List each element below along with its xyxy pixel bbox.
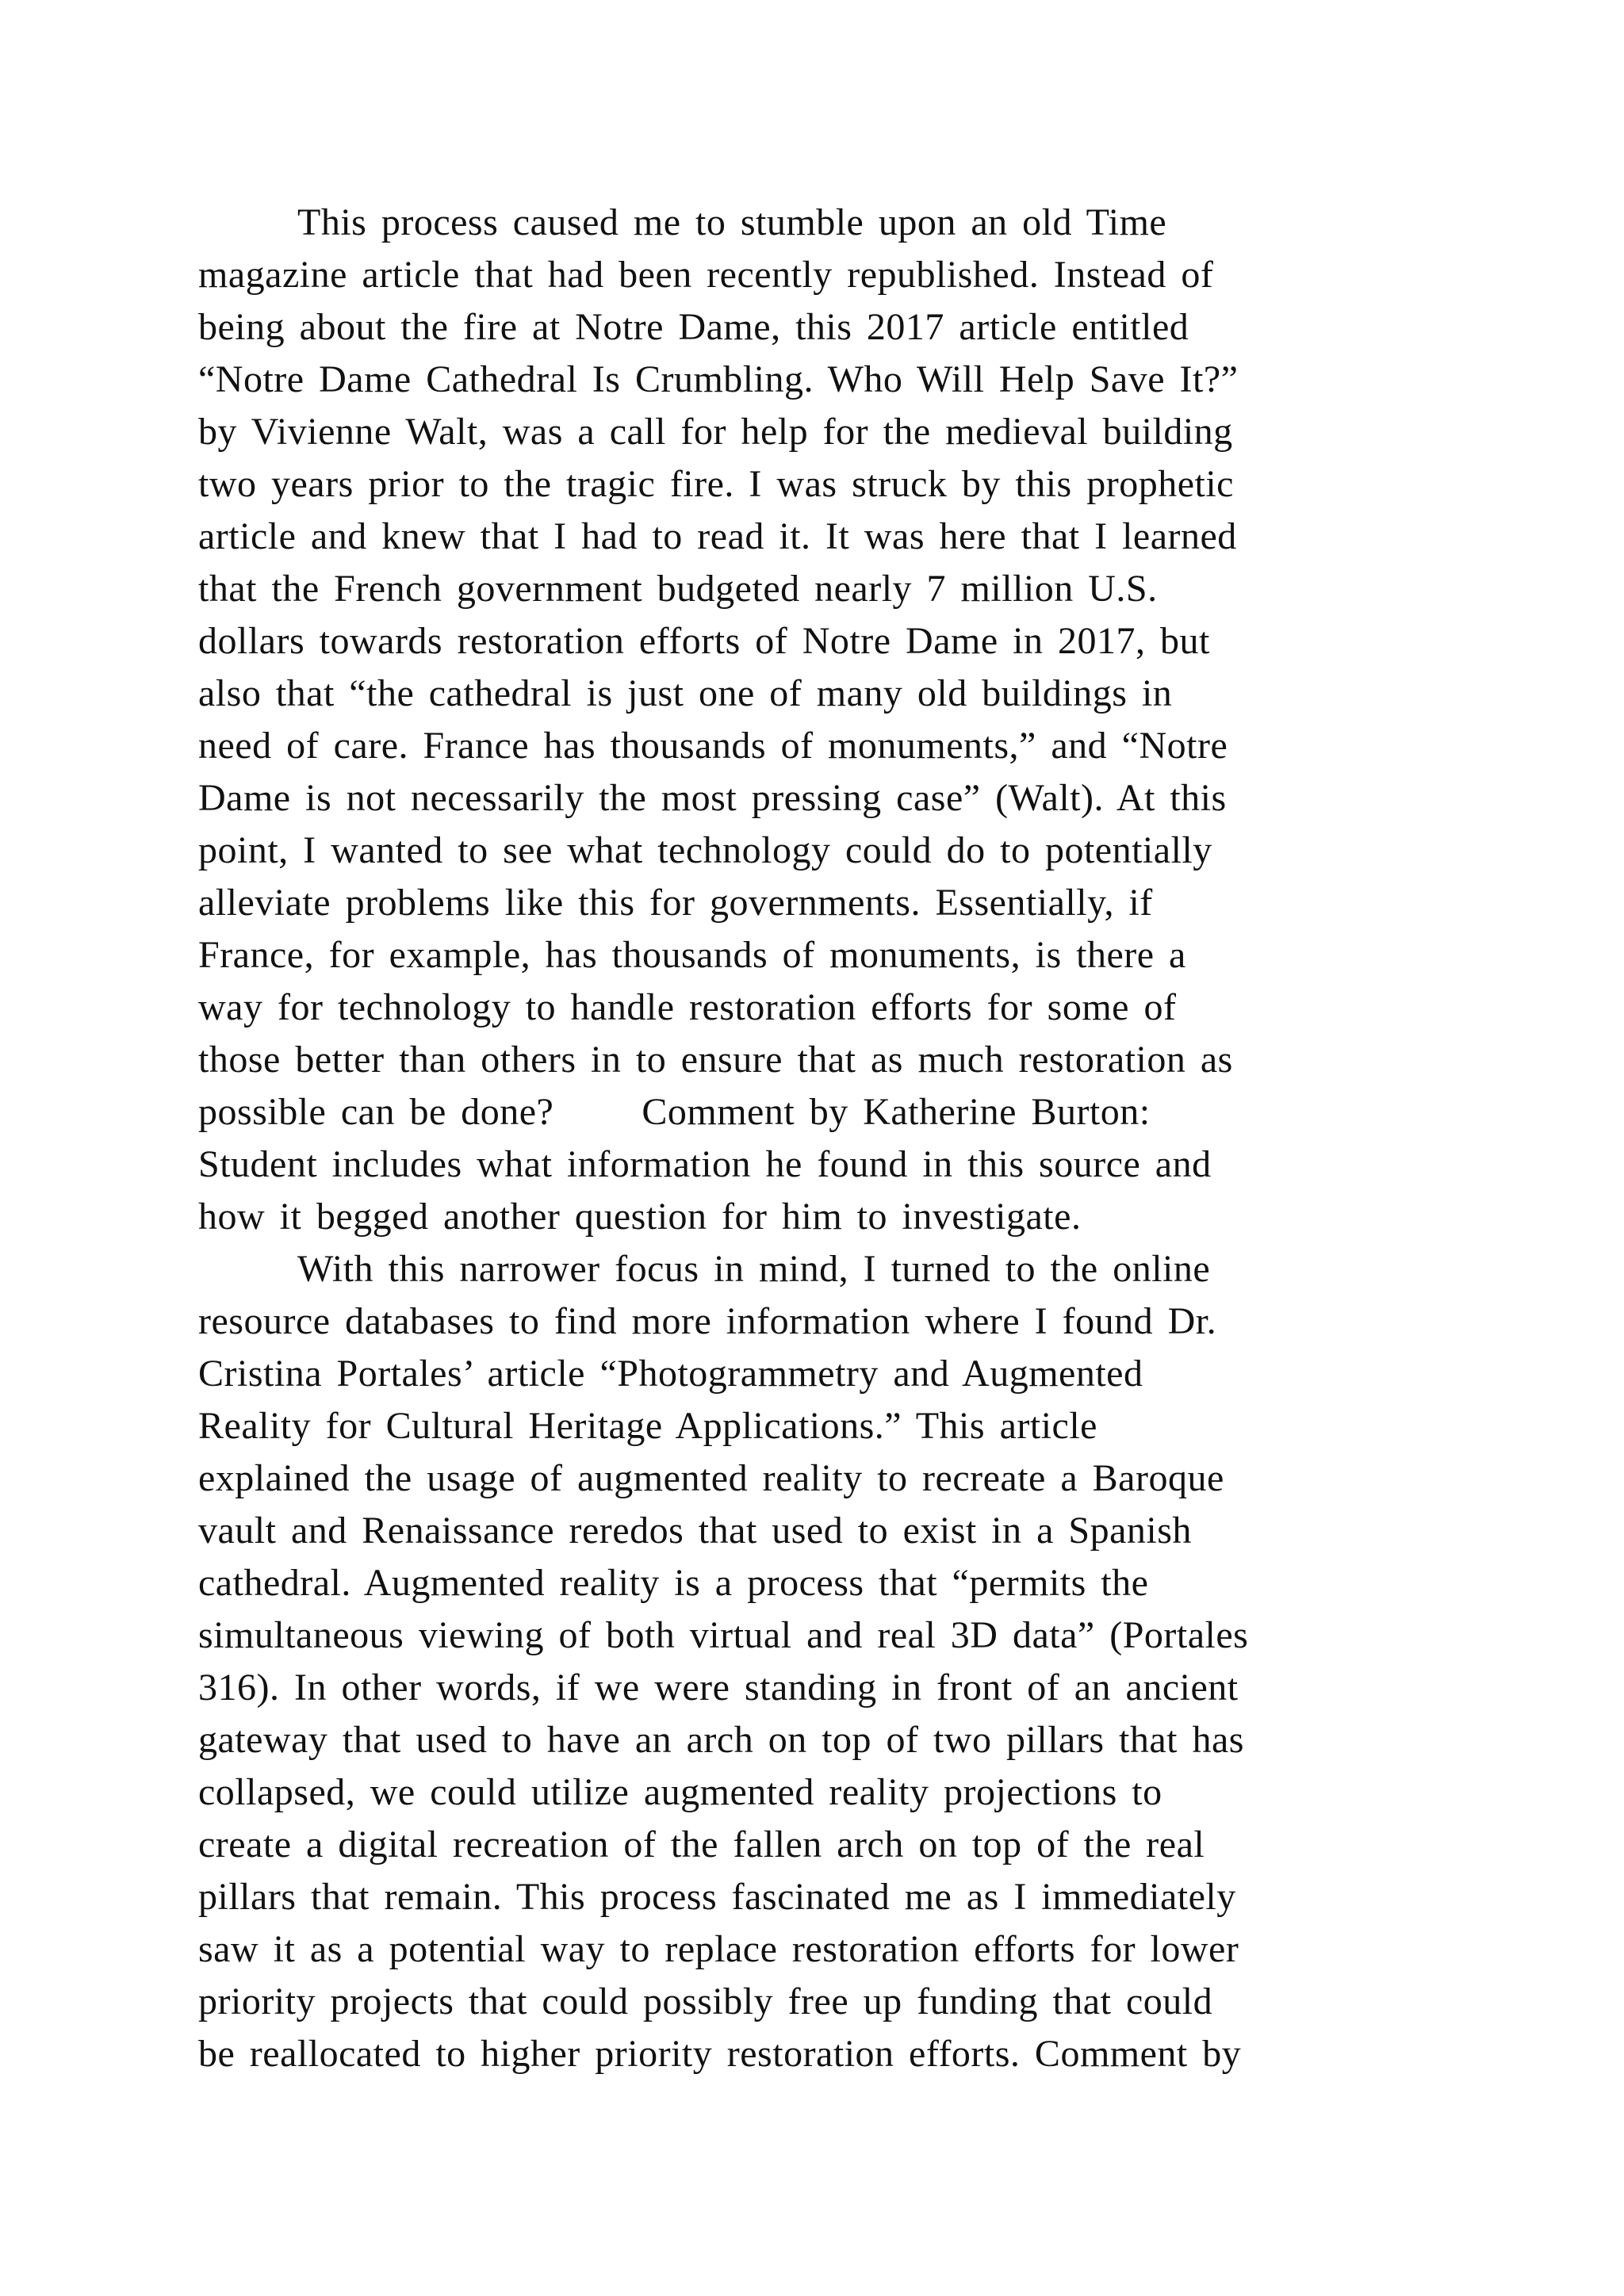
paragraph-1-line-10: also that “the cathedral is just one of many old buildings in xyxy=(198,672,1173,714)
paragraph-2-line-2: resource databases to find more information where I found Dr. xyxy=(198,1300,1217,1342)
paragraph-2-line-16: be reallocated to higher priority restoration efforts. Comment by xyxy=(198,2033,1242,2075)
paragraph-1-line-13: point, I wanted to see what technology could do to potentially xyxy=(198,829,1212,871)
paragraph-1-line-15: France, for example, has thousands of monuments, is there a xyxy=(198,934,1186,976)
comment-line-2: how it begged another question for him to investigate. xyxy=(198,1196,1082,1238)
paragraph-2-line-4: Reality for Cultural Heritage Applications.” This article xyxy=(198,1405,1097,1447)
paragraph-2-line-9: 316). In other words, if we were standing in front of an ancient xyxy=(198,1667,1239,1709)
paragraph-1-line-8: that the French government budgeted nearly 7 million U.S. xyxy=(198,568,1158,610)
paragraph-1-line-14: alleviate problems like this for governments. Essentially, if xyxy=(198,882,1153,924)
paragraph-2-line-15: priority projects that could possibly free up funding that could xyxy=(198,1980,1213,2022)
paragraph-2-line-1: With this narrower focus in mind, I turned to the online xyxy=(297,1248,1211,1290)
paragraph-1-line-12: Dame is not necessarily the most pressing case” (Walt). At this xyxy=(198,777,1227,819)
paragraph-2-line-8: simultaneous viewing of both virtual and real 3D data” (Portales xyxy=(198,1614,1249,1656)
paragraph-2-line-6: vault and Renaissance reredos that used to exist in a Spanish xyxy=(198,1510,1192,1552)
paragraph-1-line-2: magazine article that had been recently republished. Instead of xyxy=(198,254,1214,296)
paragraph-1-line-9: dollars towards restoration efforts of Notre Dame in 2017, but xyxy=(198,620,1210,662)
paragraph-1-line-17: those better than others in to ensure that as much restoration as xyxy=(198,1039,1233,1081)
paragraph-2-line-13: pillars that remain. This process fascinated me as I immediately xyxy=(198,1876,1236,1918)
paragraph-2-line-14: saw it as a potential way to replace restoration efforts for lower xyxy=(198,1928,1239,1970)
body-text xyxy=(198,197,1435,2080)
paragraph-1-line-18: possible can be done? Comment by Katherine Burton: xyxy=(198,1091,1151,1133)
paragraph-2-line-11: collapsed, we could utilize augmented reality projections to xyxy=(198,1771,1162,1813)
paragraph-1-line-1: This process caused me to stumble upon an old Time xyxy=(297,201,1167,243)
paragraph-1-line-16: way for technology to handle restoration efforts for some of xyxy=(198,986,1177,1028)
paragraph-1-line-11: need of care. France has thousands of monuments,” and “Notre xyxy=(198,725,1228,767)
paragraph-2-line-7: cathedral. Augmented reality is a process that “permits the xyxy=(198,1562,1149,1604)
paragraph-2-line-5: explained the usage of augmented reality to recreate a Baroque xyxy=(198,1457,1224,1499)
paragraph-2-line-3: Cristina Portales’ article “Photogrammetry and Augmented xyxy=(198,1353,1143,1395)
paragraph-1-line-5: by Vivienne Walt, was a call for help for the medieval building xyxy=(198,411,1233,453)
paragraph-1-line-4: “Notre Dame Cathedral Is Crumbling. Who Will Help Save It?” xyxy=(198,358,1239,400)
comment-line-1: Student includes what information he found in this source and xyxy=(198,1143,1212,1185)
paragraph-1-line-7: article and knew that I had to read it. It was here that I learned xyxy=(198,515,1237,557)
paragraph-2-line-10: gateway that used to have an arch on top of two pillars that has xyxy=(198,1719,1244,1761)
paragraph-2-line-12: create a digital recreation of the fallen arch on top of the real xyxy=(198,1823,1205,1866)
paragraph-1-line-3: being about the fire at Notre Dame, this 2017 article entitled xyxy=(198,306,1189,348)
paragraph-1-line-6: two years prior to the tragic fire. I was struck by this prophetic xyxy=(198,463,1234,505)
